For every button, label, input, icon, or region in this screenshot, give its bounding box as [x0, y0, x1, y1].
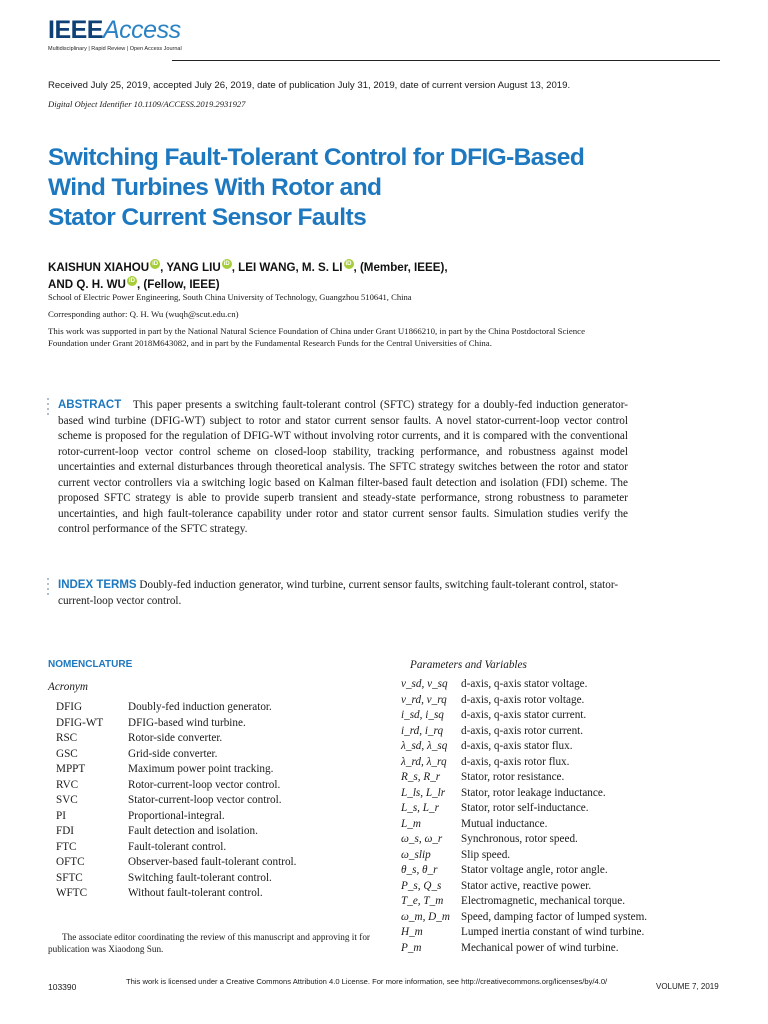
acronym-key: WFTC: [56, 887, 88, 899]
parameter-symbol: v_rd, v_rq: [401, 693, 447, 706]
acronym-definition: DFIG-based wind turbine.: [128, 716, 246, 729]
affiliation: School of Electric Power Engineering, South China University of Technology, Guangzhou 510641, China: [48, 292, 412, 302]
parameter-row: [401, 770, 647, 786]
parameter-definition: Stator, rotor leakage inductance.: [461, 786, 606, 799]
acronym-row: [56, 871, 296, 887]
parameter-definition: d-axis, q-axis stator flux.: [461, 740, 573, 752]
corresponding-author: Corresponding author: Q. H. Wu (wuqh@scut.edu.cn): [48, 309, 239, 319]
acronym-key: GSC: [56, 747, 78, 760]
acronym-definition: Proportional-integral.: [128, 809, 225, 822]
parameter-definition: Electromagnetic, mechanical torque.: [461, 895, 626, 907]
acronym-row: [56, 809, 296, 825]
title-line: Wind Turbines With Rotor and: [48, 174, 382, 201]
parameter-definition: Mechanical power of wind turbine.: [461, 941, 619, 954]
parameter-definition: d-axis, q-axis rotor voltage.: [461, 693, 585, 706]
parameter-row: [401, 910, 647, 926]
parameter-definition: Stator active, reactive power.: [461, 879, 592, 892]
page-number: 103390: [48, 982, 77, 992]
logo-access: Access: [102, 16, 181, 44]
parameter-row: [401, 786, 647, 802]
parameter-row: [401, 817, 647, 833]
parameter-symbol: L_m: [401, 817, 421, 830]
acronym-row: [56, 824, 296, 840]
parameter-list: [401, 677, 647, 956]
parameter-symbol: i_rd, i_rq: [401, 724, 444, 737]
acronym-title: Acronym: [48, 681, 88, 693]
acronym-key: MPPT: [56, 763, 86, 775]
parameter-row: [401, 832, 647, 848]
parameter-symbol: ω_s, ω_r: [401, 833, 443, 845]
parameter-symbol: λ_rd, λ_rq: [401, 755, 447, 768]
acronym-row: [56, 778, 296, 794]
parameter-definition: Mutual inductance.: [461, 817, 548, 830]
acronym-row: [56, 747, 296, 763]
title-line: Switching Fault-Tolerant Control for DFIG-Based: [48, 144, 585, 171]
acronym-row: [56, 855, 296, 871]
parameter-row: [401, 894, 647, 910]
parameter-symbol: L_ls, L_lr: [401, 786, 446, 799]
acronym-definition: Fault detection and isolation.: [128, 825, 258, 837]
license-note: This work is licensed under a Creative Commons Attribution 4.0 License. For more information, see http://creativecommons.org/licenses/by/4.0/: [126, 977, 608, 986]
abstract-text: This paper presents a switching fault-tolerant control (SFTC) strategy for a doubly-fed induction generator-based wind turbine (DFIG-WT) subject to rotor and stator current sensor faults. A novel stator-current-loop vector control scheme is proposed for the regulation of DFIG-WT without involving rotor currents, and it is compared with the conventional rotor-current-loop vector control scheme on closed-loop stability, tracking performance, and robustness against model uncertainties and external disturbances through theoretical analysis. The SFTC strategy switches between the rotor and stator current vector controllers via a switching logic based on Kalman filter-based fault detection and isolation (FDI) scheme. The proposed SFTC strategy is able to provide superb transient and steady-state performance, strong robustness to parameter uncertainties, and high fault-tolerance capability under rotor and stator current sensor faults. Simulation studies verify the control performance of the SFTC strategy.: [58, 399, 629, 535]
acronym-row: [56, 731, 296, 747]
publication-dates: Received July 25, 2019, accepted July 26, 2019, date of publication July 31, 2019, date of current version August 13, 2019.: [48, 80, 571, 91]
index-terms: [58, 578, 628, 609]
parameter-definition: Speed, damping factor of lumped system.: [461, 910, 648, 923]
nomenclature-title: NOMENCLATURE: [48, 659, 133, 670]
index-terms-text: Doubly-fed induction generator, wind turbine, current sensor faults, switching fault-tolerant control, stator-current-loop vector control.: [58, 579, 619, 607]
acronym-definition: Observer-based fault-tolerant control.: [128, 856, 297, 868]
acronym-definition: Stator-current-loop vector control.: [128, 794, 282, 806]
acronym-definition: Rotor-side converter.: [128, 732, 223, 744]
parameter-row: [401, 879, 647, 895]
parameter-symbol: P_m: [401, 941, 422, 954]
index-terms-label: INDEX TERMS: [58, 579, 137, 591]
parameter-symbol: R_s, R_r: [401, 771, 441, 783]
author-name: , (Fellow, IEEE): [136, 278, 220, 291]
parameter-symbol: v_sd, v_sq: [401, 678, 448, 690]
parameter-symbol: ω_slip: [401, 848, 431, 861]
acronym-key: SFTC: [56, 871, 83, 884]
parameter-definition: d-axis, q-axis stator voltage.: [461, 678, 588, 690]
parameter-row: [401, 925, 647, 941]
parameter-definition: Stator voltage angle, rotor angle.: [461, 864, 608, 876]
title-line: Stator Current Sensor Faults: [48, 204, 367, 231]
parameter-row: [401, 693, 647, 709]
author-list: [48, 259, 608, 293]
acronym-definition: Maximum power point tracking.: [128, 763, 274, 775]
acronym-row: [56, 716, 296, 732]
abstract-label: ABSTRACT: [58, 399, 122, 411]
parameter-definition: Synchronous, rotor speed.: [461, 833, 578, 845]
parameter-row: [401, 739, 647, 755]
acronym-definition: Doubly-fed induction generator.: [128, 701, 272, 713]
acronym-row: [56, 886, 296, 902]
author-name: AND Q. H. WU: [48, 278, 126, 291]
acronym-definition: Switching fault-tolerant control.: [128, 871, 272, 884]
acronym-definition: Rotor-current-loop vector control.: [128, 778, 281, 791]
acronym-key: RVC: [56, 778, 79, 791]
paper-title: [48, 143, 668, 233]
orcid-icon[interactable]: iD: [345, 261, 352, 267]
parameters-title: Parameters and Variables: [410, 659, 527, 671]
acronym-row: [56, 700, 296, 716]
acronym-row: [56, 793, 296, 809]
parameter-symbol: ω_m, D_m: [401, 910, 450, 923]
orcid-icon[interactable]: iD: [152, 261, 159, 267]
editor-note: The associate editor coordinating the review of this manuscript and approving it for publication was Xiaodong Sun.: [48, 932, 370, 954]
parameter-symbol: T_e, T_m: [401, 895, 444, 907]
acronym-definition: Without fault-tolerant control.: [128, 887, 263, 899]
abstract-marker-icon: [47, 398, 50, 418]
author-name: KAISHUN XIAHOU: [48, 261, 150, 274]
parameter-definition: Slip speed.: [461, 848, 511, 861]
author-name: , YANG LIU: [160, 261, 221, 274]
acronym-definition: Grid-side converter.: [128, 747, 218, 760]
acronym-row: [56, 840, 296, 856]
funding-note: This work was supported in part by the National Natural Science Foundation of China under Grant U1866210, in part by the China Postdoctoral Science Foundation under Grant 2018M643082, and in part by the Fundamental Research Funds for the Central Universities of China.: [48, 326, 585, 348]
doi: Digital Object Identifier 10.1109/ACCESS.2019.2931927: [48, 99, 246, 109]
orcid-icon[interactable]: iD: [223, 261, 230, 267]
parameter-row: [401, 708, 647, 724]
parameter-row: [401, 724, 647, 740]
acronym-key: RSC: [56, 732, 78, 744]
acronym-key: PI: [56, 809, 66, 822]
parameter-row: [401, 677, 647, 693]
volume-label: VOLUME 7, 2019: [656, 982, 719, 991]
parameter-definition: d-axis, q-axis stator current.: [461, 709, 587, 721]
parameter-symbol: θ_s, θ_r: [401, 864, 438, 876]
acronym-key: DFIG: [56, 701, 83, 713]
acronym-key: SVC: [56, 794, 78, 806]
acronym-key: OFTC: [56, 856, 85, 868]
acronym-key: DFIG-WT: [56, 716, 104, 729]
parameter-symbol: λ_sd, λ_sq: [401, 740, 448, 752]
acronym-definition: Fault-tolerant control.: [128, 840, 227, 853]
index-marker-icon: [47, 578, 50, 598]
author-name: , (Member, IEEE),: [353, 261, 448, 274]
parameter-definition: Lumped inertia constant of wind turbine.: [461, 926, 645, 938]
acronym-key: FTC: [56, 840, 77, 853]
parameter-symbol: L_s, L_r: [401, 802, 439, 814]
header-rule: [172, 60, 720, 61]
parameter-row: [401, 941, 647, 957]
author-name: , LEI WANG, M. S. LI: [231, 261, 343, 274]
orcid-icon[interactable]: iD: [128, 278, 135, 284]
parameter-symbol: i_sd, i_sq: [401, 709, 444, 721]
logo-ieee: IEEE: [48, 16, 103, 44]
parameter-row: [401, 863, 647, 879]
parameter-definition: Stator, rotor resistance.: [461, 771, 565, 783]
parameter-symbol: P_s, Q_s: [401, 879, 442, 892]
parameter-definition: Stator, rotor self-inductance.: [461, 802, 589, 814]
logo-tagline: Multidisciplinary | Rapid Review | Open Access Journal: [48, 46, 182, 52]
acronym-key: FDI: [56, 825, 75, 837]
parameter-row: [401, 848, 647, 864]
journal-logo: [48, 18, 182, 52]
parameter-definition: d-axis, q-axis rotor current.: [461, 724, 584, 737]
acronym-row: [56, 762, 296, 778]
parameter-symbol: H_m: [401, 926, 423, 938]
abstract: [58, 398, 628, 538]
parameter-row: [401, 801, 647, 817]
parameter-definition: d-axis, q-axis rotor flux.: [461, 755, 570, 768]
parameter-row: [401, 755, 647, 771]
acronym-list: [56, 700, 296, 902]
